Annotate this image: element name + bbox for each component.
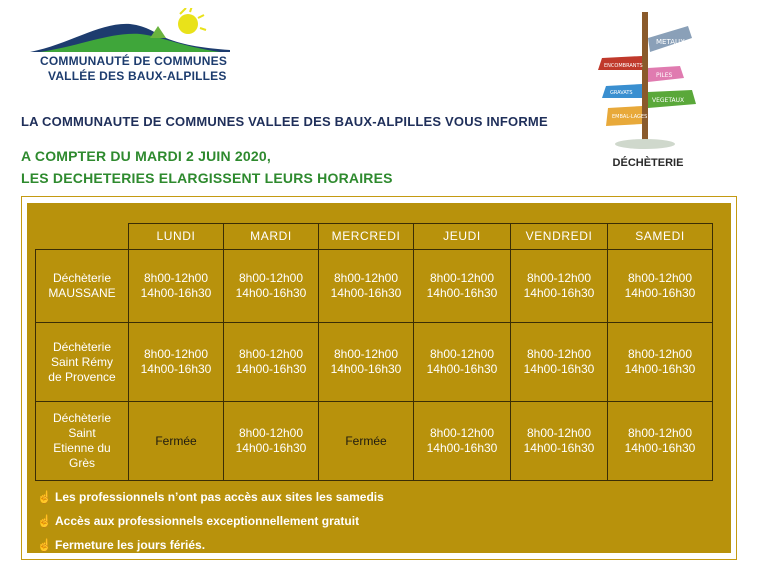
hours-cell — [511, 323, 608, 402]
hours-morning: 8h00-12h00 — [143, 271, 209, 285]
note-text: Accès aux professionnels exceptionnellement gratuit — [55, 514, 360, 528]
site-name-line: Etienne du — [53, 441, 111, 455]
closed-label: Fermée — [345, 433, 387, 448]
site-name-line: de Provence — [48, 369, 116, 384]
hours-afternoon: 14h00-16h30 — [523, 362, 595, 376]
hours-cell — [129, 323, 224, 402]
hours-cell — [224, 250, 319, 323]
hours-cell-closed — [129, 402, 224, 481]
table-header-row — [36, 224, 713, 250]
pointing-hand-icon: ☝ — [37, 538, 52, 552]
hours-afternoon: 14h00-16h30 — [330, 286, 402, 300]
hours-cell — [319, 250, 414, 323]
hours-morning: 8h00-12h00 — [627, 426, 693, 440]
hours-morning: 8h00-12h00 — [143, 347, 209, 361]
logo — [30, 8, 250, 88]
hours-cell-closed — [319, 402, 414, 481]
table-row — [36, 250, 713, 323]
hours-afternoon: 14h00-16h30 — [330, 362, 402, 376]
sign-piles: PILES — [656, 72, 673, 79]
site-name-line: Déchèterie — [52, 271, 112, 285]
mountains-sun-logo-icon — [30, 8, 230, 56]
signpost-icon — [592, 8, 704, 153]
announcement-line1: A COMPTER DU MARDI 2 JUIN 2020, — [21, 148, 271, 164]
sign-encombrants: ENCOMBRANTS — [604, 63, 643, 69]
day-header-vendredi: VENDREDI — [511, 224, 608, 250]
hours-cell — [414, 250, 511, 323]
day-header-jeudi: JEUDI — [414, 224, 511, 250]
hours-cell — [414, 402, 511, 481]
hours-morning: 8h00-12h00 — [429, 271, 495, 285]
logo-line2: VALLÉE DES BAUX-ALPILLES — [48, 69, 227, 83]
hours-morning: 8h00-12h00 — [429, 347, 495, 361]
schedule-panel — [21, 196, 737, 560]
hours-morning: 8h00-12h00 — [333, 271, 399, 285]
hours-cell — [608, 402, 713, 481]
signpost-illustration — [592, 8, 704, 178]
table-row — [36, 402, 713, 481]
hours-morning: 8h00-12h00 — [627, 271, 693, 285]
sign-metaux: METAUX — [656, 38, 685, 46]
hours-afternoon: 14h00-16h30 — [624, 362, 696, 376]
pointing-hand-icon: ☝ — [37, 490, 52, 504]
schedule-table — [35, 223, 713, 481]
note-item — [37, 490, 637, 504]
sign-gravats: GRAVATS — [610, 90, 633, 96]
site-name-line: Saint Rémy — [50, 354, 114, 369]
site-saint-etienne — [36, 402, 129, 481]
day-header-mercredi: MERCREDI — [319, 224, 414, 250]
sign-emballages: EMBAL-LAGES — [612, 114, 648, 120]
hours-cell — [129, 250, 224, 323]
hours-afternoon: 14h00-16h30 — [624, 286, 696, 300]
hours-cell — [319, 323, 414, 402]
note-item — [37, 514, 637, 528]
site-name-line: Déchèterie — [52, 339, 112, 354]
hours-morning: 8h00-12h00 — [333, 347, 399, 361]
hours-afternoon: 14h00-16h30 — [140, 286, 212, 300]
hours-morning: 8h00-12h00 — [526, 426, 592, 440]
hours-morning: 8h00-12h00 — [526, 271, 592, 285]
pointing-hand-icon: ☝ — [37, 514, 52, 528]
hours-cell — [608, 323, 713, 402]
site-saint-remy — [36, 323, 129, 402]
hours-afternoon: 14h00-16h30 — [235, 286, 307, 300]
day-header-lundi: LUNDI — [129, 224, 224, 250]
hours-cell — [608, 250, 713, 323]
site-name-line: Saint — [68, 426, 96, 440]
note-text: Fermeture les jours fériés. — [55, 538, 206, 552]
headline: LA COMMUNAUTE DE COMMUNES VALLEE DES BAUX-ALPILLES VOUS INFORME — [21, 114, 548, 129]
hours-cell — [224, 323, 319, 402]
hours-cell — [511, 250, 608, 323]
hours-afternoon: 14h00-16h30 — [140, 362, 212, 376]
note-item — [37, 538, 637, 552]
sign-vegetaux: VEGETAUX — [652, 97, 685, 104]
site-name-line: MAUSSANE — [48, 286, 116, 300]
announcement-line2: LES DECHETERIES ELARGISSENT LEURS HORAIRES — [21, 170, 393, 186]
hours-afternoon: 14h00-16h30 — [624, 441, 696, 455]
hours-cell — [511, 402, 608, 481]
hours-afternoon: 14h00-16h30 — [235, 441, 307, 455]
table-row — [36, 323, 713, 402]
hours-cell — [414, 323, 511, 402]
hours-cell — [224, 402, 319, 481]
header-corner — [36, 224, 129, 250]
schedule-panel-fill — [27, 203, 731, 553]
hours-afternoon: 14h00-16h30 — [426, 441, 498, 455]
day-header-mardi: MARDI — [224, 224, 319, 250]
site-maussane — [36, 250, 129, 323]
note-text: Les professionnels n’ont pas accès aux sites les samedis — [55, 490, 384, 504]
hours-morning: 8h00-12h00 — [526, 347, 592, 361]
hours-afternoon: 14h00-16h30 — [523, 441, 595, 455]
site-name-line: Grès — [68, 456, 95, 470]
hours-morning: 8h00-12h00 — [429, 426, 495, 440]
hours-afternoon: 14h00-16h30 — [235, 362, 307, 376]
closed-label: Fermée — [155, 433, 197, 448]
signpost-label: DÉCHÈTERIE — [612, 157, 684, 169]
site-name-line: Déchèterie — [52, 411, 112, 425]
hours-afternoon: 14h00-16h30 — [426, 286, 498, 300]
hours-morning: 8h00-12h00 — [627, 347, 693, 361]
hours-morning: 8h00-12h00 — [238, 426, 304, 440]
hours-morning: 8h00-12h00 — [238, 271, 304, 285]
day-header-samedi: SAMEDI — [608, 224, 713, 250]
hours-morning: 8h00-12h00 — [238, 347, 304, 361]
logo-line1: COMMUNAUTÉ DE COMMUNES — [40, 54, 228, 68]
hours-afternoon: 14h00-16h30 — [426, 362, 498, 376]
hours-afternoon: 14h00-16h30 — [523, 286, 595, 300]
